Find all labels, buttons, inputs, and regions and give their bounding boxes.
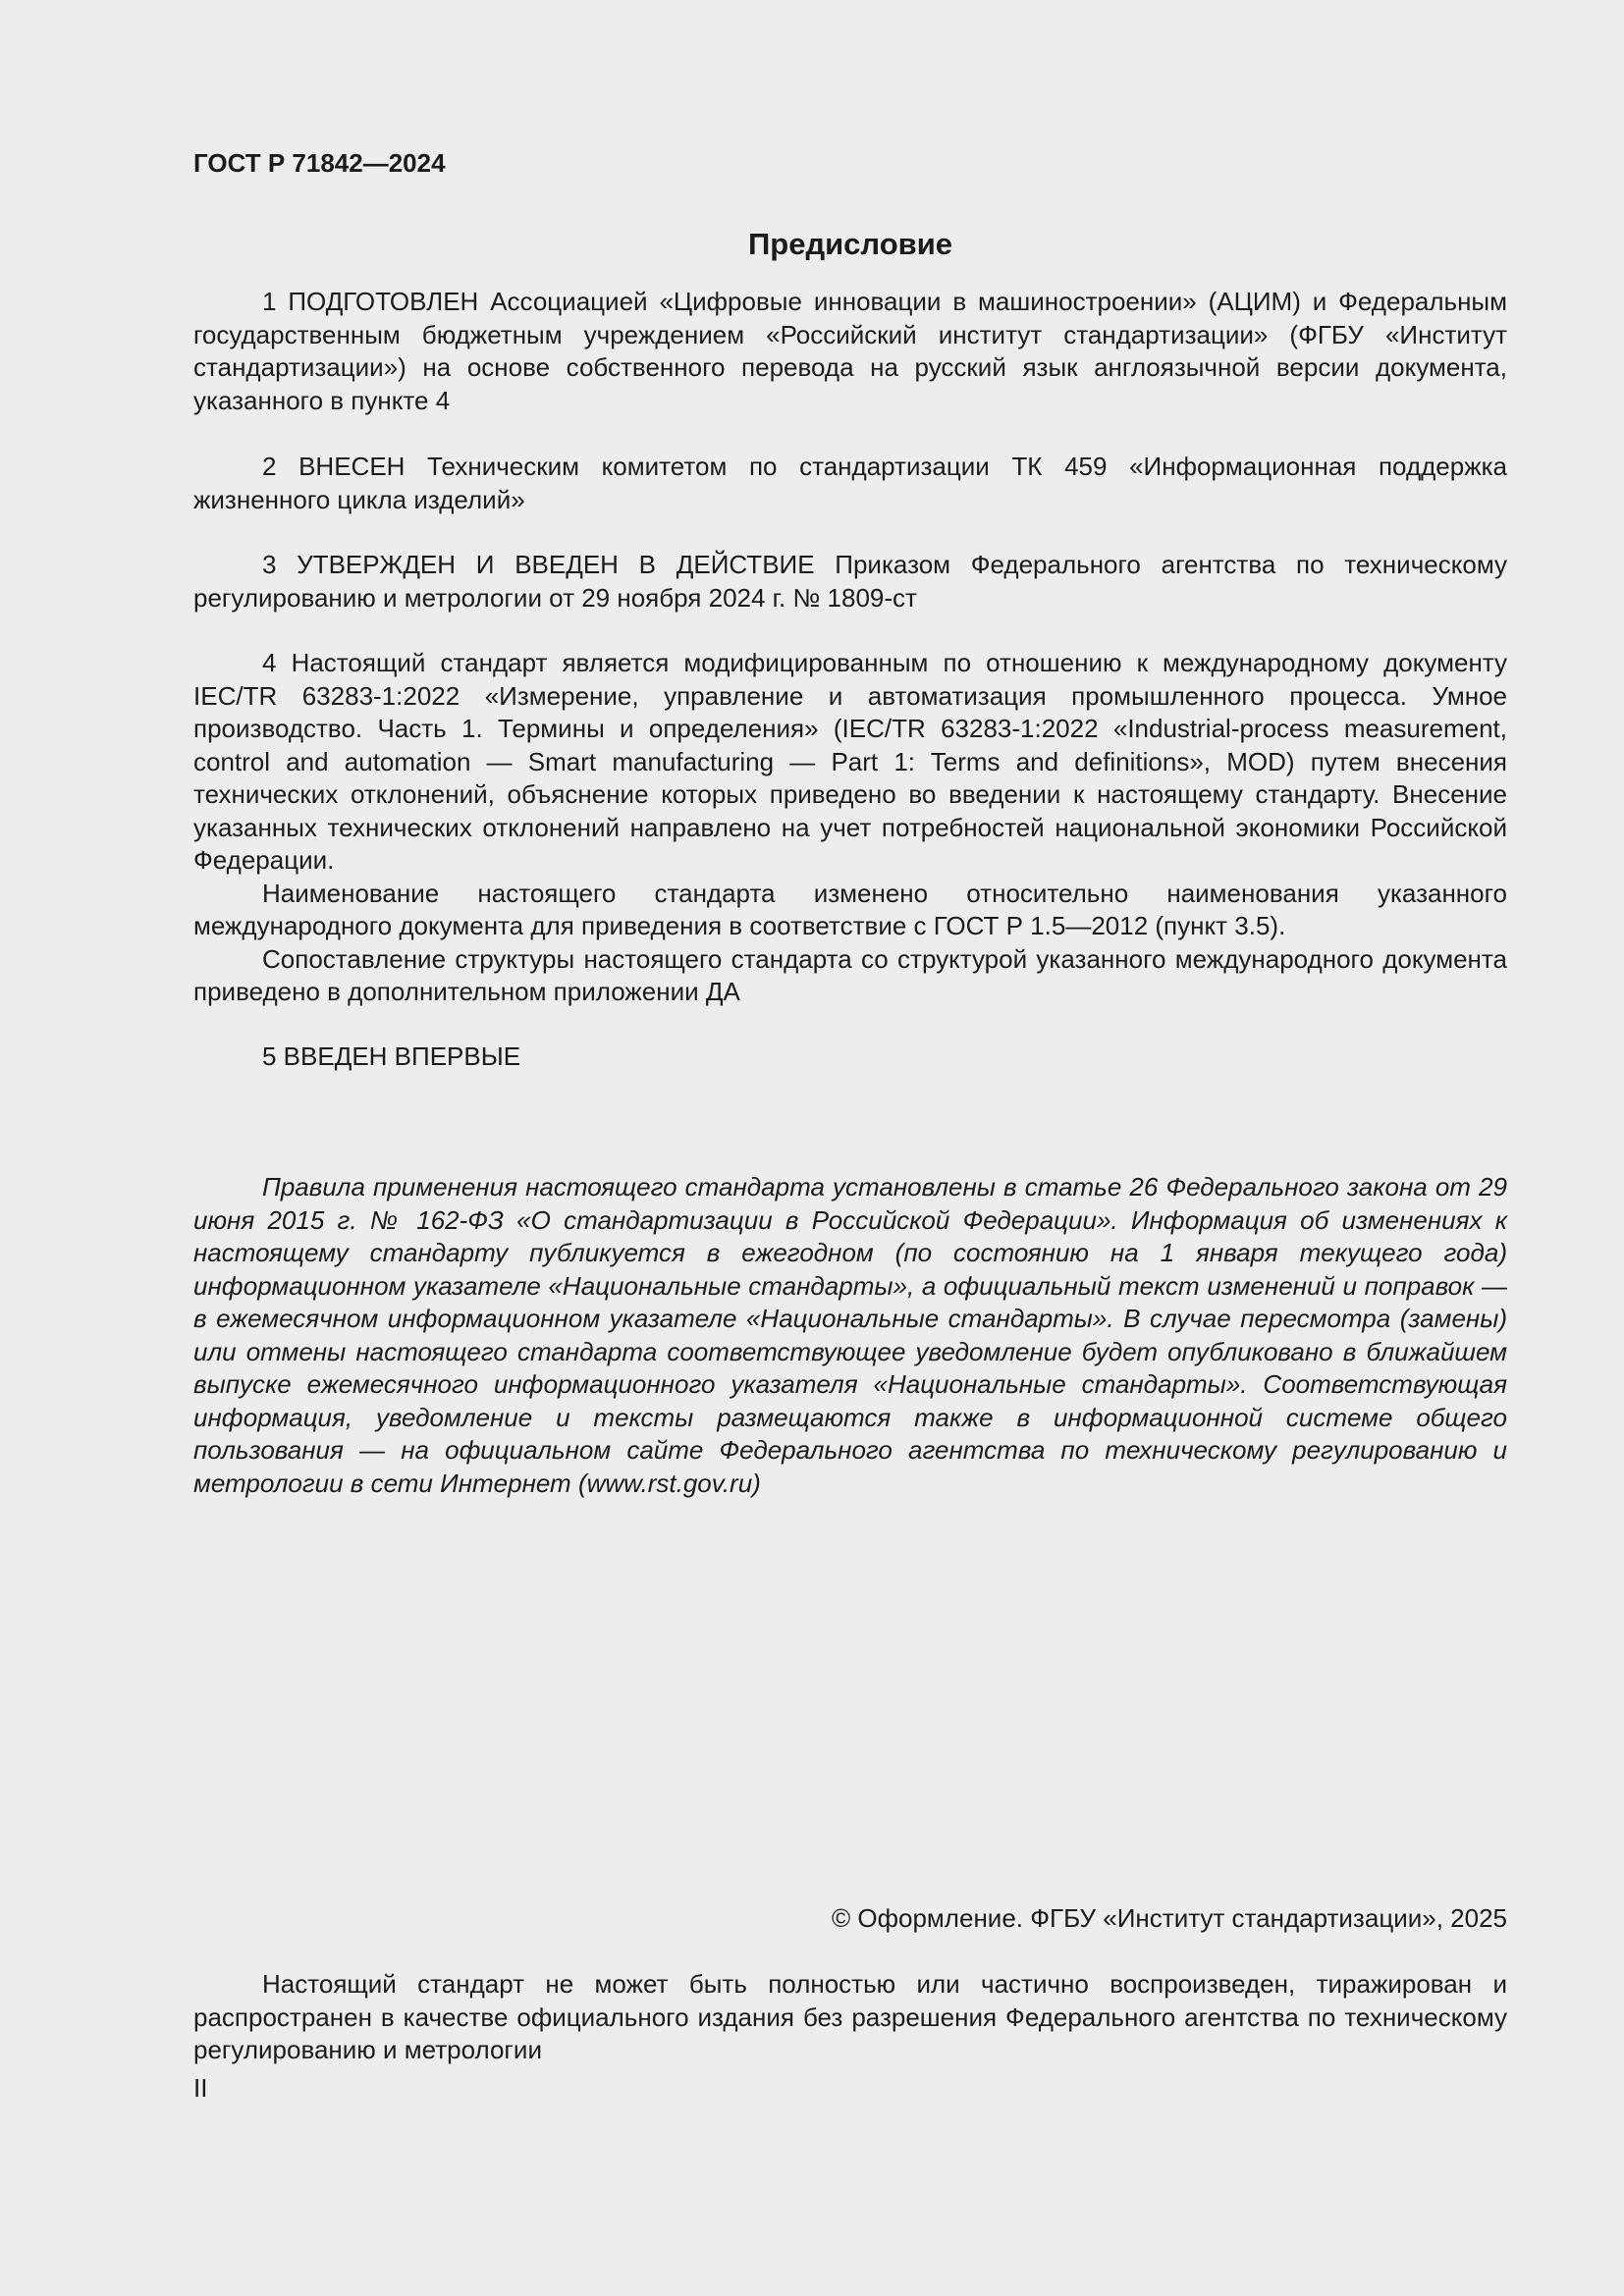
foreword-item-5: 5 ВВЕДЕН ВПЕРВЫЕ	[262, 1041, 521, 1071]
document-page	[193, 0, 1507, 2296]
foreword-item-1: 1 ПОДГОТОВЛЕН Ассоциацией «Цифровые инновации в машиностроении» (АЦИМ) и Федеральным государственным бюджетным учреждением «Российский институт стандартизации» (ФГБУ «Институт стандартизации») на основе собственного перевода на русский язык англоязычной версии документа, указанного в пункте 4	[193, 287, 1507, 415]
foreword-item-3: 3 УТВЕРЖДЕН И ВВЕДЕН В ДЕЙСТВИЕ Приказом Федерального агентства по техническому регулированию и метрологии от 29 ноября 2024 г. № 1809-ст	[193, 550, 1507, 613]
rules-notice: Правила применения настоящего стандарта установлены в статье 26 Федерального закона от 29 июня 2015 г. № 162-ФЗ «О стандартизации в Российской Федерации». Информация об изменениях к настоящему стандарту публикуется в ежегодном (по состоянию на 1 января текущего года) информационном указателе «Национальные стандарты», а официальный текст изменений и поправок — в ежемесячном информационном указателе «Национальные стандарты». В случае пересмотра (замены) или отмены настоящего стандарта соответствующее уведомление будет опубликовано в ближайшем выпуске ежемесячного информационного указателя «Национальные стандарты». Соответствующая информация, уведомление и тексты размещаются также в информационной системе общего пользования — на официальном сайте Федерального агентства по техническому регулированию и метрологии в сети Интернет (www.rst.gov.ru)	[193, 1172, 1507, 1498]
page-number: II	[193, 2073, 208, 2103]
copyright-line: © Оформление. ФГБУ «Институт стандартизации», 2025	[832, 1903, 1507, 1933]
foreword-item-4-structure-note: Сопоставление структуры настоящего стандарта со структурой указанного международного документа приведено в дополнительном приложении ДА	[193, 943, 1507, 1006]
document-id: ГОСТ Р 71842—2024	[193, 148, 446, 178]
foreword-item-4-main: 4 Настоящий стандарт является модифицированным по отношению к международному документу IEC/TR 63283-1:2022 «Измерение, управление и автоматизация промышленного процесса. Умное производство. Часть 1. Термины и определения» (IEC/TR 63283-1:2022 «Industrial-process measurement, control and automation — Smart manufacturing — Part 1: Terms and definitions», MOD) путем внесения технических отклонений, объяснение которых приведено во введении к настоящему стандарту. Внесение указанных технических отклонений направлено на учет потребностей национальной экономики Российской Федерации.	[193, 648, 1507, 875]
page-title: Предисловие	[747, 227, 952, 261]
reproduction-notice: Настоящий стандарт не может быть полностью или частично воспроизведен, тиражирован и распространен в качестве официального издания без разрешения Федерального агентства по техническому регулированию и метрологии	[193, 1969, 1507, 2064]
foreword-item-2: 2 ВНЕСЕН Техническим комитетом по стандартизации ТК 459 «Информационная поддержка жизненного цикла изделий»	[193, 452, 1507, 514]
foreword-item-4	[193, 647, 1507, 1009]
foreword-item-4-title-note: Наименование настоящего стандарта изменено относительно наименования указанного международного документа для приведения в соответствие с ГОСТ Р 1.5—2012 (пункт 3.5).	[193, 878, 1507, 940]
